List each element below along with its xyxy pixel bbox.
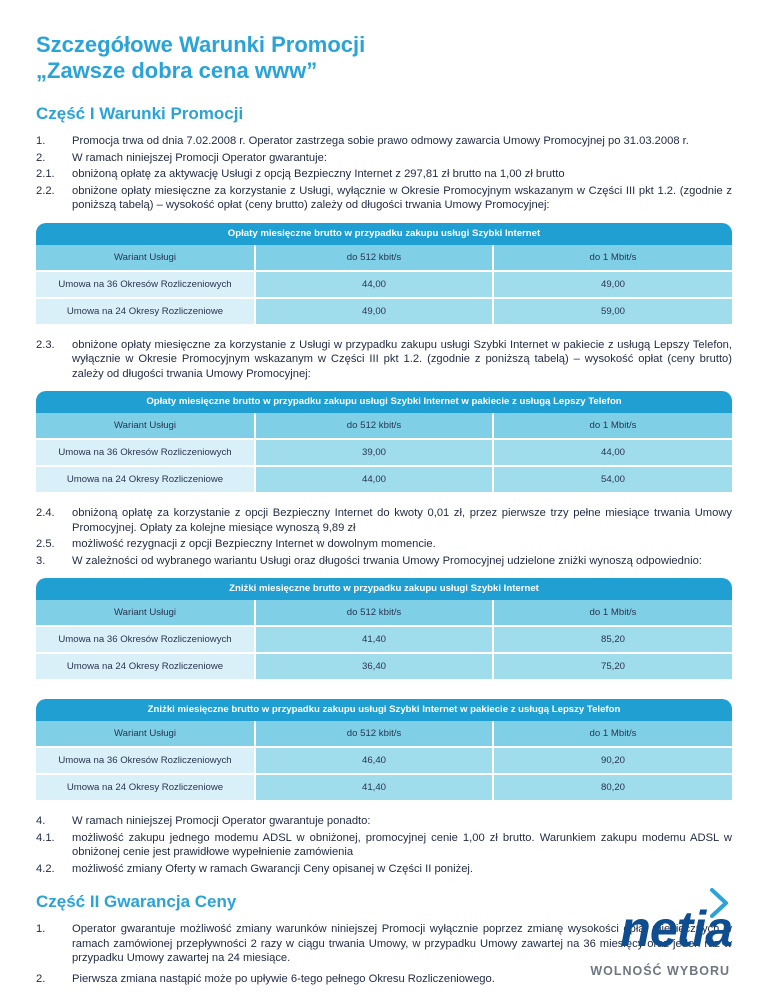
table-row [36,627,732,652]
column-header: do 512 kbit/s [256,600,492,625]
table-cell: 80,20 [494,775,732,800]
table-row [36,654,732,679]
table-cell: Umowa na 24 Okresy Rozliczeniowe [36,775,254,800]
column-header: do 512 kbit/s [256,245,492,270]
list-item: 3. W zależności od wybranego wariantu Usługi oraz długości trwania Umowy Promocyjnej udzielone zniżki wynoszą odpowiednio: [36,554,702,567]
part2-heading: Część II Gwarancja Ceny [36,892,237,911]
list-item: 2.3. obniżone opłaty miesięczne za korzystanie z Usługi w przypadku zakupu usługi Szybki Internet w pakiecie z usługą Lepszy Telefon, wyłącznie w Okresie Promocyjnym wskazanym w Części III pkt 1.2. (zgodnie z poniższą tabelą) – wysokość opłat (ceny brutto) zależy od długości trwania Umowy Promocyjnej: [36,338,732,380]
part1-heading: Część I Warunki Promocji [36,104,244,123]
column-header: do 1 Mbit/s [494,245,732,270]
document-page [36,32,732,988]
table-row [36,775,732,800]
table-header-row [36,413,732,438]
table-cell: 46,40 [256,748,492,773]
table-cell: 41,40 [256,627,492,652]
table-cell: 59,00 [494,299,732,324]
discount-table-bundle [36,699,732,800]
list-item: 4. W ramach niniejszej Promocji Operator gwarantuje ponadto: [36,815,371,827]
part1-list-c [36,506,732,568]
table-header-row [36,721,732,746]
column-header: Wariant Usługi [36,721,254,746]
table-title: Opłaty miesięczne brutto w przypadku zakupu usługi Szybki Internet [36,223,732,245]
price-table-internet [36,223,732,324]
table-row [36,440,732,465]
table-cell: Umowa na 36 Okresów Rozliczeniowych [36,748,254,773]
table-cell: 90,20 [494,748,732,773]
list-item: 4.1. możliwość zakupu jednego modemu ADSL w obniżonej, promocyjnej cenie 1,00 zł brutto. Warunkiem zakupu modemu ADSL w obniżonej cenie jest prawidłowe wypełnienie zamówienia [36,831,732,858]
part1-list-b [36,338,732,382]
column-header: do 1 Mbit/s [494,600,732,625]
table-cell: 41,40 [256,775,492,800]
list-item: 2.1. obniżoną opłatę za aktywację Usługi z opcją Bezpieczny Internet z 297,81 zł brutto na 1,00 zł brutto [36,168,565,180]
list-item: 1. Promocja trwa od dnia 7.02.2008 r. Operator zastrzega sobie prawo odmowy zawarcia Umowy Promocyjnej po 31.03.2008 r. [36,135,689,147]
part1-list-a [36,134,732,213]
table-row [36,748,732,773]
list-item: 2.4. obniżoną opłatę za korzystanie z opcji Bezpieczny Internet do kwoty 0,01 zł, przez pierwsze trzy pełne miesiące trwania Umowy Promocyjnej. Opłaty za kolejne miesiące wynoszą 9,89 zł [36,507,732,534]
table-title: Opłaty miesięczne brutto w przypadku zakupu usługi Szybki Internet w pakiecie z usługą Lepszy Telefon [36,391,732,413]
table-cell: 49,00 [494,272,732,297]
table-cell: 44,00 [256,467,492,492]
table-cell: Umowa na 24 Okresy Rozliczeniowe [36,467,254,492]
column-header: do 512 kbit/s [256,413,492,438]
table-cell: Umowa na 24 Okresy Rozliczeniowe [36,654,254,679]
price-table-bundle [36,391,732,492]
table-header-row [36,600,732,625]
table-cell: 44,00 [494,440,732,465]
list-item: 1. Operator gwarantuje możliwość zmiany warunków niniejszej Promocji wyłącznie poprzez zmianę wysokości opłat miesięcznych w ramach zamówionej przepływności 2 razy w ciągu trwania Umowy, w przypadku Umowy zawartej na 36 miesięcy oraz jeden raz w przypadku Umowy zawartej na 24 miesiące. [36,923,732,964]
column-header: do 1 Mbit/s [494,413,732,438]
list-item: 2. W ramach niniejszej Promocji Operator gwarantuje: [36,151,327,164]
table-cell: 39,00 [256,440,492,465]
list-item: 2.5. możliwość rezygnacji z opcji Bezpieczny Internet w dowolnym momencie. [36,538,436,550]
table-title: Zniżki miesięczne brutto w przypadku zakupu usługi Szybki Internet w pakiecie z usługą Lepszy Telefon [36,699,732,721]
table-cell: Umowa na 36 Okresów Rozliczeniowych [36,440,254,465]
table-cell: 44,00 [256,272,492,297]
table-cell: 75,20 [494,654,732,679]
title-line-1: Szczegółowe Warunki Promocji [36,32,366,57]
logo-wordmark: netia [620,901,732,957]
column-header: do 1 Mbit/s [494,721,732,746]
table-cell: 49,00 [256,299,492,324]
column-header: Wariant Usługi [36,245,254,270]
table-row [36,272,732,297]
netia-logo [582,888,732,978]
table-cell: Umowa na 36 Okresów Rozliczeniowych [36,272,254,297]
table-cell: Umowa na 36 Okresów Rozliczeniowych [36,627,254,652]
title-line-2: „Zawsze dobra cena www” [36,58,318,83]
table-title: Zniżki miesięczne brutto w przypadku zakupu usługi Szybki Internet [36,578,732,600]
table-row [36,299,732,324]
table-cell: 85,20 [494,627,732,652]
table-header-row [36,245,732,270]
list-item: 4.2. możliwość zmiany Oferty w ramach Gwarancji Ceny opisanej w Części II poniżej. [36,862,474,875]
table-cell: 54,00 [494,467,732,492]
column-header: Wariant Usługi [36,413,254,438]
table-row [36,467,732,492]
column-header: do 512 kbit/s [256,721,492,746]
discount-table-internet [36,578,732,679]
table-cell: 36,40 [256,654,492,679]
list-item: 2.2. obniżone opłaty miesięczne za korzystanie z Usługi, wyłącznie w Okresie Promocyjnym wskazanym w Części III pkt 1.2. (zgodnie z poniższą tabelą) – wysokość opłat (ceny brutto) zależy od długości trwania Umowy Promocyjnej: [36,184,732,211]
logo-tagline: WOLNOŚĆ WYBORU [590,964,730,978]
list-item: 2. Pierwsza zmiana nastąpić może po upływie 6-tego pełnego Okresu Rozliczeniowego. [36,972,495,985]
table-cell: Umowa na 24 Okresy Rozliczeniowe [36,299,254,324]
part1-list-d [36,814,732,876]
column-header: Wariant Usługi [36,600,254,625]
document-title [36,32,732,84]
